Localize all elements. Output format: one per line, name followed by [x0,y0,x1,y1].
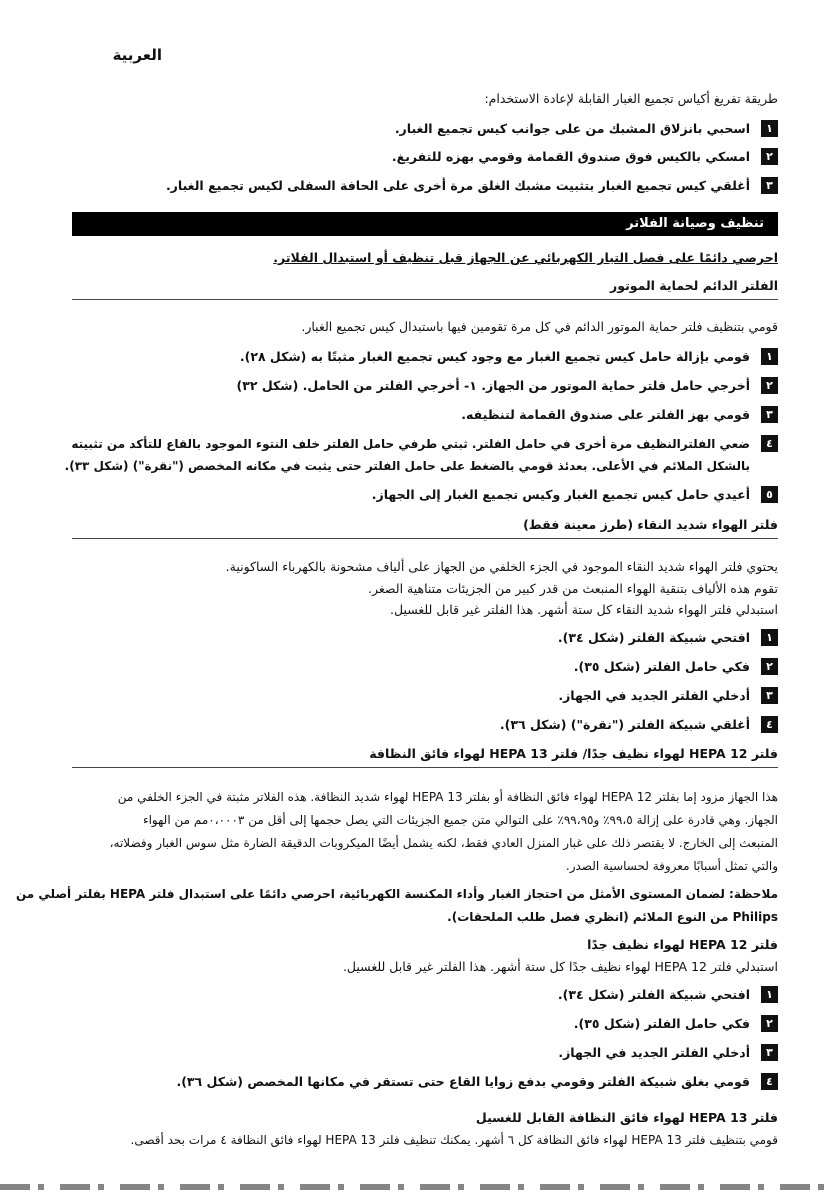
subsection-heading: فلتر HEPA 13 لهواء فائق النظافة القابل للغسيل [475,1110,778,1125]
list-item [60,484,778,506]
step-text: قومي بإزالة حامل كيس تجميع الغبار مع وجود كيس تجميع الغبار مثبتًا به (شكل ٢٨). [239,349,750,364]
note-text: Philips من النوع الملائم (انظري فصل طلب الملحقات). [447,910,778,924]
step-number: ١ [761,348,778,365]
step-text: أغلقي كيس تجميع الغبار بتثبيت مشبك الغلق مرة أخرى على الحافة السفلى لكيس تجميع الغبار. [165,178,750,193]
step-text: اسحبي بانزلاق المشبك من على جوانب كيس تجميع الغبار. [394,121,750,136]
paragraph: قومي بتنظيف فلتر حماية الموتور الدائم في كل مرة تقومين فيها باستبدال كيس تجميع الغبار. [301,319,778,334]
step-text: أغلقي شبيكة الفلتر ("نقرة") (شكل ٣٦). [499,717,750,732]
step-number: ٣ [761,177,778,194]
subsection-heading: فلتر HEPA 12 لهواء نظيف جدًا [587,937,778,952]
list-item [60,346,778,368]
list-item [60,714,778,736]
step-text: أخرجي حامل فلتر حماية الموتور من الجهاز. ١- أخرجي الفلتر من الحامل. (شكل ٣٢) [236,378,750,393]
paragraph-line: يحتوي فلتر الهواء شديد النقاء الموجود في الجزء الخلفي من الجهاز على ألياف مشحونة بالكهرباء الساكونية. [225,559,778,574]
step-text: أدخلي الفلتر الجديد في الجهاز. [558,1045,750,1060]
paragraph-line: الجهاز. وهي قادرة على إزالة ٩٩،٥٪ و٩٩،٩٥٪ على التوالي متن جميع الجزيئات التي يصل حجمها إلى أقل من ٠،٠٠٠٣مم من الهواء [142,813,778,827]
step-number: ٢ [761,377,778,394]
paragraph-line: استبدلي فلتر الهواء شديد النقاء كل ستة أشهر. هذا الفلتر غير قابل للغسيل. [390,602,778,617]
list-item [60,656,778,678]
step-text: افتحي شبيكة الفلتر (شكل ٣٤). [557,630,750,645]
list-item [60,404,778,426]
print-marks [0,1184,840,1190]
language-label: العربية [112,46,162,64]
step-number: ١ [761,120,778,137]
subsection-heading: فلتر HEPA 12 لهواء نظيف جدًا/ فلتر HEPA 13 لهواء فائق النظافة [369,746,778,761]
step-text: ضعي الفلترالنظيف مرة أخرى في حامل الفلتر. ثبتي طرفي حامل الفلتر خلف النتوء الموجود بالقاع للتأكد من تثبيته بالشكل الملائم في الأعلى. بعدئذ قومي بالضغط على حامل الفلتر حتى يثبت في مكانه المخصص ("نقرة") (شكل ٣٣). [64,437,750,473]
step-text: امسكي بالكيس فوق صندوق القمامة وقومي بهزه للتفريغ. [391,149,750,164]
warning-text: احرصي دائمًا على فصل التيار الكهربائي عن الجهاز قبل تنظيف أو استبدال الفلاتر. [273,250,778,265]
paragraph-line: استبدلي فلتر HEPA 12 لهواء نظيف جدًا كل ستة أشهر. هذا الفلتر غير قابل للغسيل. [342,959,778,974]
emptying-intro: طريقة تفريغ أكياس تجميع الغبار القابلة لإعادة الاستخدام: [484,91,778,106]
step-number: ٢ [761,148,778,165]
paragraph-line: والتي تمثل أسبابًا معروفة لحساسية الصدر. [565,859,778,873]
list-item [60,118,778,140]
step-number: ٤ [761,716,778,733]
list-item [60,685,778,707]
list-item [60,433,778,477]
list-item [60,984,778,1006]
step-text: فكي حامل الفلتر (شكل ٣٥). [573,1016,750,1031]
step-number: ٣ [761,687,778,704]
paragraph-line: تقوم هذه الألياف بتنقية الهواء المنبعث من قدر كبير من الجزيئات متناهية الصغر. [368,581,778,596]
step-text: أعيدي حامل كيس تجميع الغبار وكيس تجميع الغبار إلى الجهاز. [371,487,750,502]
note-text: ملاحظة: لضمان المستوى الأمثل من احتجاز الغبار وأداء المكنسة الكهربائية، احرصي دائمًا على استبدال فلتر HEPA بفلتر أصلي من [16,887,778,901]
list-item [60,1042,778,1064]
list-item [60,627,778,649]
step-number: ٣ [761,406,778,423]
divider [72,538,778,539]
list-item [60,375,778,397]
step-number: ٣ [761,1044,778,1061]
step-number: ٢ [761,1015,778,1032]
list-item [60,175,778,197]
divider [72,299,778,300]
step-text: قومي بغلق شبيكة الفلتر وقومي بدفع زوايا القاع حتى تستقر في مكانها المخصص (شكل ٣٦). [176,1074,750,1089]
step-text: افتحي شبيكة الفلتر (شكل ٣٤). [557,987,750,1002]
section-title: تنظيف وصيانة الفلاتر [72,212,778,236]
subsection-heading: فلتر الهواء شديد النقاء (طرز معينة فقط) [523,517,778,532]
paragraph-line: المنبعث إلى الخارج. لا يقتصر ذلك على غبار المنزل العادي فقط، لكنه يشمل أيضًا الميكروبات الدقيقة الضارة مثل سوس الغبار وفضلاته، [109,836,778,850]
step-number: ١ [761,629,778,646]
step-number: ١ [761,986,778,1003]
step-number: ٤ [761,435,778,452]
step-number: ٤ [761,1073,778,1090]
divider [72,767,778,768]
list-item [60,1013,778,1035]
step-text: قومي بهز الفلتر على صندوق القمامة لتنظيفه. [461,407,750,422]
list-item [60,1071,778,1093]
paragraph-line: هذا الجهاز مزود إما بفلتر HEPA 12 لهواء فائق النظافة أو بفلتر HEPA 13 لهواء شديد النظافة. هذه الفلاتر مثبتة في الجزء الخلفي من [117,790,778,804]
step-number: ٥ [761,486,778,503]
subsection-heading: الفلتر الدائم لحماية الموتور [610,278,778,293]
paragraph-line: قومي بتنظيف فلتر HEPA 13 لهواء فائق النظافة كل ٦ أشهر. يمكنك تنظيف فلتر HEPA 13 لهواء فائق النظافة ٤ مرات بحد أقصى. [130,1133,778,1147]
step-text: فكي حامل الفلتر (شكل ٣٥). [573,659,750,674]
step-number: ٢ [761,658,778,675]
step-text: أدخلي الفلتر الجديد في الجهاز. [558,688,750,703]
list-item [60,146,778,168]
